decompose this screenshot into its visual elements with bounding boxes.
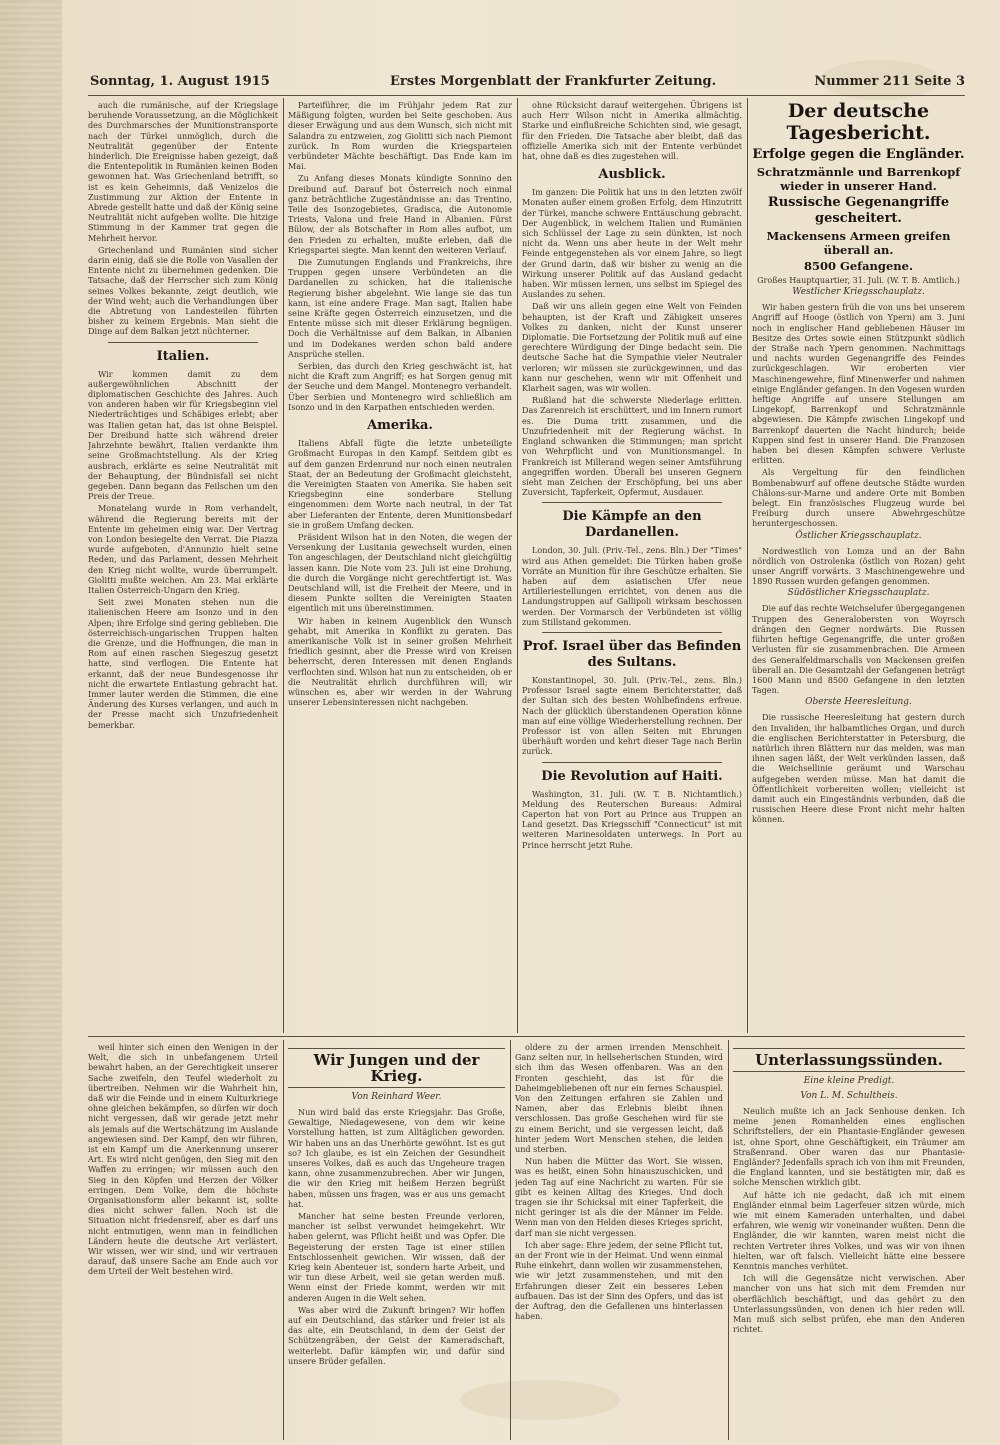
column-4 [752, 100, 965, 1032]
paragraph: Als Vergeltung für den feindlichen Bombenabwurf auf offene deutsche Städte wurden Châlons-sur-Marne und andere Orte mit Bomben belegt. Ein französisches Flugzeug wurde bei Freiburg durch unsere Abwehrgeschütze heruntergeschossen. [752, 467, 965, 529]
paragraph: Die auf das rechte Weichselufer übergegangenen Truppen des Generalobersten von Woyrsch drängen den Gegner nordwärts. Die Russen führten heftige Gegenangriffe, die unter großen Verlusten für sie zusammenbrachen. Die Armeen des Generalfeldmarschalls von Mackensen greifen überall an. Die Gesamtzahl der Gefangenen beträgt 1600 Mann und 8500 Gefangene in den letzten Tagen. [752, 603, 965, 696]
paragraph: Ich will die Gegensätze nicht verwischen. Aber mancher von uns hat sich mit dem Fremden nur oberflächlich beschäftigt, und das gehört zu den Unterlassungssünden, von denen ich hier reden will. Man muß sich selbst prüfen, ehe man den Anderen richtet. [733, 1273, 965, 1335]
report-subtitle: Erfolge gegen die Engländer. [752, 147, 965, 162]
paragraph: Die Zumutungen Englands und Frankreichs, ihre Truppen gegen unsere Verbündeten an die Dardanellen zu schicken, hat die italienische Regierung bisher abgelehnt. Wie lange sie das tun kann, ist eine andere Frage. Man sagt, Italien habe seine Kräfte gegen Österreich einzusetzen, und die Entente müsse sich mit dieser Erklärung begnügen. Doch die Verhältnisse auf dem Balkan, in Albanien und im Dodekanes werden schon bald andere Ansprüche stellen. [288, 257, 512, 359]
paragraph: Nordwestlich von Lomza und an der Bahn nördlich von Ostrolenka (östlich von Rozan) geht unser Angriff vorwärts. 3 Maschinengewehre und 1890 Russen wurden gefangen genommen. [752, 545, 965, 587]
paragraph: Mancher hat seine besten Freunde verloren, mancher ist selbst verwundet heimgekehrt. Wir haben gelernt, was Pflicht heißt und was Opfer. Die Begeisterung der ersten Tage ist einer stillen Entschlossenheit gewichen. Wir wissen, daß der Krieg kein Abenteuer ist, sondern harte Arbeit, und wir tun diese Arbeit, weil sie getan werden muß. Wenn einst der Friede kommt, werden wir mit anderen Augen in die Welt sehen. [288, 1211, 505, 1303]
column-rule [283, 98, 284, 1033]
article-heading-haiti: Die Revolution auf Haiti. [541, 768, 723, 784]
masthead-date: Sonntag, 1. August 1915 [90, 74, 270, 89]
paragraph: Seit zwei Monaten stehen nun die italienischen Heere am Isonzo und in den Alpen; ihre Erfolge sind gering geblieben. Die österreichisch-ungarischen Truppen halten die Grenze, und die Hoffnungen, die man in Rom auf einen raschen Siegeszug gesetzt hatte, sind verflogen. Die Entente hat erkannt, daß der neue Bundesgenosse ihr nicht die erwartete Entlastung gebracht hat. Immer lauter werden die Stimmen, die eine Änderung des Kurses verlangen, und auch in der Presse macht sich Unzufriedenheit bemerkbar. [88, 597, 278, 730]
paragraph: Daß wir uns allein gegen eine Welt von Feinden behaupten, ist der Kraft und Zähigkeit unseres Volkes zu danken, nicht der Kunst unserer Diplomatie. Die Fortsetzung der Politik muß auf eine gerechtere Würdigung der Dinge bedacht sein. Die deutsche Sache hat die Sympathie vieler Neutraler verloren; wir müssen sie zurückgewinnen, und das kann nur geschehen, wenn wir mit Offenheit und Klarheit sagen, was wir wollen. [522, 301, 742, 394]
paragraph: Wir haben in keinem Augenblick den Wunsch gehabt, mit Amerika in Konflikt zu geraten. Das amerikanische Volk ist in seiner großen Mehrheit friedlich gesinnt, aber die Presse wird von Kreisen beherrscht, deren Interessen mit denen Englands verflochten sind. Wilson hat nun zu entscheiden, ob er die Neutralität ehrlich durchführen will; wir wünschen es, aber wir werden in der Wahrung unserer Lebensinteressen nicht nachgeben. [288, 615, 512, 708]
paragraph: Serbien, das durch den Krieg geschwächt ist, hat nicht die Kraft zum Angriff; es hat Sorgen genug mit der Seuche und dem Mangel. Montenegro verhandelt. Über Serbien und Montenegro wird schließlich am Isonzo und in den Karpathen entschieden werden. [288, 361, 512, 412]
theater-heading-southeast: Südöstlicher Kriegsschauplatz. [787, 588, 930, 599]
article-heading-unterlassungssuenden: Unterlassungssünden. [733, 1048, 965, 1072]
column-1 [88, 100, 278, 1032]
column-rule [510, 1040, 511, 1440]
separator [542, 762, 722, 763]
paragraph: Washington, 31. Juli. (W. T. B. Nichtamtlich.) Meldung des Reuterschen Bureaus: Admiral Caperton hat von Port au Prince aus Truppen an Land gesetzt. Das Kriegsschiff "Connecticut" ist mit weiteren Marinesoldaten unterwegs. In Port au Prince herrscht jetzt Ruhe. [522, 788, 742, 850]
section-heading-italien: Italien. [156, 348, 210, 364]
paragraph: Monatelang wurde in Rom verhandelt, während die Regierung bereits mit der Entente im geheimen einig war. Der Vertrag von London besiegelte den Verrat. Die Piazza wurde aufgeboten, d'Annunzio hielt seine Reden, und das Parlament, dessen Mehrheit den Krieg nicht wollte, wurde überrumpelt. Giolitti mußte weichen. Am 23. Mai erklärte Italien Österreich-Ungarn den Krieg. [88, 503, 278, 595]
paragraph: Neulich mußte ich an Jack Senhouse denken. Ich meine jenen Romanhelden eines englischen Schriftstellers, der ein Phantasie-Engländer gewesen ist, ohne Sport, ohne Geschäftigkeit, ein Träumer am Straßenrand. Ober waren das nur Phantasie-Engländer? Jedenfalls sprach ich von ihm mit Freunden, die England kannten, und sie bestätigten mir, daß es solche Menschen wirklich gibt. [733, 1106, 965, 1188]
paragraph: Wir haben gestern früh die von uns bei unserem Angriff auf Hooge (östlich von Ypern) am 3. Juni noch in englischer Hand gebliebenen Häuser im Besitze des Ortes sowie einen Stützpunkt südlich der Straße nach Ypern genommen. Nachmittags und nachts wurden Gegenangriffe des Feindes zurückgeschlagen. Wir eroberten vier Maschinengewehre, fünf Minenwerfer und nahmen einige Engländer gefangen. In den Vogesen wurden heftige Angriffe auf unsere Stellungen am Lingekopf, Barrenkopf und Schratzmännle abgewiesen. Die Kämpfe zwischen Lingekopf und Barrenkopf dauerten die Nacht hindurch; beide Kuppen sind fest in unserer Hand. Die Franzosen haben bei diesen Kämpfen schwere Verluste erlitten. [752, 302, 965, 466]
paragraph: Wir kommen damit zu dem außergewöhnlichen Abschnitt der diplomatischen Geschichte des Jahres. Auch von anderen haben wir für Kriegsbeginn viel Niederträchtiges und Schäbiges erlebt; aber was Italien getan hat, das ist ohne Beispiel. Der Dreibund hatte sich während dreier Jahrzehnte bewährt, Italien verdankte ihm seine Großmachtstellung. Als der Krieg ausbrach, erklärte es seine Neutralität mit der Behauptung, der Bündnisfall sei nicht gegeben. Dann begann das Feilschen um den Preis der Treue. [88, 368, 278, 502]
masthead-page-number: Nummer 211 Seite 3 [814, 74, 965, 89]
theater-heading-west: Westlicher Kriegsschauplatz. [792, 287, 925, 298]
column-rule [517, 98, 518, 1033]
bottom-column-3 [515, 1042, 723, 1440]
report-subtitle: Mackensens Armeen greifen überall an. [766, 229, 951, 257]
separator [108, 342, 258, 343]
paragraph: Zu Anfang dieses Monats kündigte Sonnino den Dreibund auf. Darauf bot Österreich noch einmal ganz beträchtliche Zugeständnisse an: das Trentino, Teile des Isonzogebietes, Gradisca, die Autonomie Triests, Valona und freie Hand in Albanien. Fürst Bülow, der als Botschafter in Rom alles aufbot, um den Frieden zu erhalten, mußte erleben, daß die Kriegspartei siegte. Man kennt den weiteren Verlauf. [288, 173, 512, 255]
article-author: Von Reinhard Weer. [351, 1092, 442, 1102]
paragraph: weil hinter sich einen den Wenigen in der Welt, die sich in unbefangenem Urteil bewahrt haben, an der Gerechtigkeit unserer Sache zweifeln, den Teufel wiederholt zu übertreiben. Nehmen wir die Wahrheit hin, daß wir die Feinde und in einem Kulturkriege ohne gleichen bekämpfen, so dürfen wir doch nicht vergessen, daß wir gerade jetzt mehr als jemals auf die Wertschätzung im Auslande angewiesen sind. Der Kampf, den wir führen, ist ein Kampf um die Anerkennung unserer Art. Es wird nicht genügen, den Sieg mit den Waffen zu erringen; wir müssen auch den Sieg in den Köpfen und Herzen der Völker erringen. Dem Volke, dem die höchste Organisationsform aller bekannt ist, sollte dies nicht schwer fallen. Noch ist die Situation nicht friedensreif, aber es darf uns nicht entmutigen, wenn man in feindlichen Ländern heute die deutsche Art verlästert. Wir wissen, wer wir sind, und wir vertrauen darauf, daß unsere Sache am Ende auch vor dem Urteil der Welt bestehen wird. [88, 1042, 278, 1277]
paragraph: Italiens Abfall fügte die letzte unbeteiligte Großmacht Europas in den Kampf. Seitdem gibt es auf dem ganzen Erdenrund nur noch einen neutralen Staat, der an Bedeutung der Großmacht gleichsteht, die Vereinigten Staaten von Amerika. Sie haben seit Kriegsbeginn eine sonderbare Stellung eingenommen: dem Worte nach neutral, in der Tat aber Lieferanten der Entente, deren Munitionsbedarf sie in großem Umfang decken. [288, 438, 512, 530]
paragraph: auch die rumänische, auf der Kriegslage beruhende Voraussetzung, an die Möglichkeit des Durchmarsches der Munitionstransporte nach der Türkei unmöglich, durch die Neutralität gegenüber der Entente hinderlich. Die Ereignisse haben gezeigt, daß die Ententepolitik in Rumänien keinen Boden gewonnen hat. Was Griechenland betrifft, so ist es kein Geheimnis, daß Venizelos die Zustimmung zur Aktion der Entente in Abrede gestellt hatte und daß der König seine Neutralität nicht aufgeben wollte. Die hitzige Stimmung in der Kammer trat gegen die Mehrheit hervor. [88, 100, 278, 243]
paragraph: Auf hätte ich nie gedacht, daß ich mit einem Engländer einmal beim Lagerfeuer sitzen würde, mich wie mit einem Kameraden unterhalten, und dabei erfahren, wie wenig wir voneinander wußten. Denn die Engländer, die wir kannten, waren meist nicht die rechten Vertreter ihres Volkes, und was wir von ihnen hielten, war oft falsch. Vielleicht hätte eine bessere Kenntnis manches verhütet. [733, 1189, 965, 1272]
paragraph: Nun haben die Mütter das Wort. Sie wissen, was es heißt, einen Sohn hinauszuschicken, und jeden Tag auf eine Nachricht zu warten. Für sie gibt es keinen Alltag des Krieges. Und doch tragen sie ihr Schicksal mit einer Tapferkeit, die nicht geringer ist als die der Männer im Felde. Wenn man von den Helden dieses Krieges spricht, darf man sie nicht vergessen. [515, 1156, 723, 1238]
theater-heading-east: Östlicher Kriegsschauplatz. [795, 530, 922, 541]
column-rule [283, 1040, 284, 1440]
paragraph: Präsident Wilson hat in den Noten, die wegen der Versenkung der Lusitania gewechselt wurden, einen Ton angeschlagen, der Deutschland nicht gleichgültig lassen kann. Die Note vom 23. Juli ist eine Drohung, die durch die Vorgänge nicht gerechtfertigt ist. Was Deutschland will, ist die Freiheit der Meere, und in diesem Punkte sollten die Vereinigten Staaten eigentlich mit uns übereinstimmen. [288, 531, 512, 614]
article-subtitle: Eine kleine Predigt. [803, 1076, 895, 1086]
paragraph: Im ganzen: Die Politik hat uns in den letzten zwölf Monaten außer einem großen Erfolg, dem Hinzutritt der Türkei, manche schwere Enttäuschung gebracht. Der Augenblick, in welchem Italien und Rumänien sich Schlüssel der Lage zu sein dünkten, ist noch nicht da. Wenn uns aber heute in der Welt mehr Feinde entgegenstehen als vor einem Jahre, so liegt der Grund darin, daß wir bisher zu wenig an die Wirkung unserer Politik auf das Ausland gedacht haben. Wir müssen lernen, uns selbst im Spiegel des Auslandes zu sehen. [522, 187, 742, 300]
paragraph: Nun wird bald das erste Kriegsjahr. Das Große, Gewaltige, Niedagewesene, von dem wir keine Vorstellung hatten, ist zum Alltäglichen geworden. Wir haben uns an das Unerhörte gewöhnt. Ist es gut so? Ich glaube, es ist ein Zeichen der Gesundheit unseres Volkes, daß es auch das Ungeheure tragen kann, ohne zusammenzubrechen. Aber wir Jungen, die wir den Krieg mit heißem Herzen begrüßt haben, müssen uns fragen, was er aus uns gemacht hat. [288, 1107, 505, 1209]
paragraph: Rußland hat die schwerste Niederlage erlitten. Das Zarenreich ist erschüttert, und im Innern rumort es. Die Duma tritt zusammen, und die Unzufriedenheit mit der Regierung wächst. In England schwanken die Stimmungen; man spricht von Wehrpflicht und von Munitionsmangel. In Frankreich ist Millerand wegen seiner Amtsführung angegriffen worden. Überall bei unseren Gegnern sieht man Zeichen der Erschöpfung, bei uns aber Zuversicht, Tapferkeit, Opfermut, Ausdauer. [522, 395, 742, 498]
binding-edge [0, 0, 62, 1445]
bottom-column-1 [88, 1042, 278, 1440]
article-heading-sultan: Prof. Israel über das Befinden des Sultans. [522, 638, 742, 670]
masthead [90, 74, 965, 94]
paragraph: oldere zu der armen irrenden Menschheit. Ganz selten nur, in hellseherischen Stunden, wird sich ihm das Wesen offenbaren. Was an den Fronten geschieht, das ist für die Daheimgebliebenen oft nur ein fernes Schauspiel. Von den Zeitungen erfahren sie Zahlen und Namen, aber das Erlebnis bleibt ihnen verschlossen. Das große Geschehen wird für sie zu einem Bericht, und sie vergessen leicht, daß hinter jedem Wort Menschen stehen, die leiden und sterben. [515, 1042, 723, 1155]
paragraph: Griechenland und Rumänien sind sicher darin einig, daß sie die Rolle von Vasallen der Entente nicht zu übernehmen gedenken. Die Tatsache, daß der Herrscher sich zum König seines Volkes bekannte, zeigt deutlich, wie der Wind weht; auch die Verhandlungen über die Abtretung von Landesteilen führten bisher zu keinem Ergebnis. Man sieht die Dinge auf dem Balkan jetzt nüchterner. [88, 244, 278, 337]
masthead-rule [88, 95, 965, 96]
report-subtitle: 8500 Gefangene. [804, 259, 913, 273]
bottom-column-2 [288, 1042, 505, 1440]
paragraph: Was aber wird die Zukunft bringen? Wir hoffen auf ein Deutschland, das stärker und freier ist als das alte, ein Deutschland, in dem der Geist der Schützengräben, der Geist der Kameradschaft, weiterlebt. Dafür kämpfen wir, und dafür sind unsere Brüder gefallen. [288, 1304, 505, 1366]
section-heading-ausblick: Ausblick. [598, 167, 666, 183]
bottom-column-4 [733, 1042, 965, 1440]
dateline: Großes Hauptquartier, 31. Juli. (W. T. B. Amtlich.) [757, 275, 960, 285]
separator [542, 632, 722, 633]
masthead-paper-name: Erstes Morgenblatt der Frankfurter Zeitung. [390, 74, 717, 89]
paragraph: Parteiführer, die im Frühjahr jedem Rat zur Mäßigung folgten, wurden bei Seite geschoben. Aus dieser Erwägung und aus dem Wunsch, sich nicht mit Salandra zu entzweien, zog Giolitti sich nach Piemont zurück. In Rom wurden die Kriegsparteien verbündeter Mächte beschäftigt. Das Ende kam im Mai. [288, 100, 512, 172]
horizontal-rule [88, 1036, 965, 1037]
column-rule [728, 1040, 729, 1440]
section-heading-amerika: Amerika. [367, 418, 433, 434]
paragraph: Konstantinopel, 30. Juli. (Priv.-Tel., zens. Bln.) Professor Israel sagte einem Berichterstatter, daß der Sultan sich des besten Wohlbefindens erfreue. Nach der glücklich überstandenen Operation könne man auf eine völlige Wiederherstellung rechnen. Der Professor ist von allen Seiten mit Ehrungen überhäuft worden und kehrt dieser Tage nach Berlin zurück. [522, 674, 742, 757]
column-3 [522, 100, 742, 1032]
paragraph: London, 30. Juli. (Priv.-Tel., zens. Bln.) Der "Times" wird aus Athen gemeldet: Die Türken haben große Vorräte an Munition für ihre Geschütze erhalten. Sie haben auf dem asiatischen Ufer neue Artilleriestellungen errichtet, von denen aus die Landungstruppen auf Gallipoli wirksam beschossen werden. Der Vormarsch der Verbündeten ist völlig zum Stillstand gekommen. [522, 545, 742, 627]
article-heading-dardanellen: Die Kämpfe an den Dardanellen. [562, 509, 702, 541]
report-subtitle: Schratzmännle und Barrenkopf wieder in unserer Hand. [756, 165, 961, 193]
report-subtitle: Russische Gegenangriffe gescheitert. [767, 195, 950, 226]
report-title: Der deutsche Tagesbericht. [786, 100, 931, 144]
article-heading-jungen: Wir Jungen und der Krieg. [288, 1048, 505, 1088]
paragraph: ohne Rücksicht darauf weitergehen. Übrigens ist auch Herr Wilson nicht in Amerika allmächtig. Starke und einflußreiche Schichten sind, wie gesagt, für den Frieden. Die Tatsache aber bleibt, daß das offizielle Amerika sich mit der Entente verbündet hat, ohne daß es dies zugestehen will. [522, 100, 742, 162]
paragraph: Die russische Heeresleitung hat gestern durch den Invaliden, ihr halbamtliches Organ, und durch die englischen Berichterstatter in Petersburg, die natürlich ihren Blättern nur das melden, was man ihnen sagen läßt, der Welt verkünden lassen, daß die Weichsellinie geräumt und Warschau aufgegeben werden müsse. Man hat damit die Öffentlichkeit vorbereiten wollen; vielleicht ist damit auch ein Eingeständnis verbunden, daß die russischen Heere diese Front nicht mehr halten können. [752, 712, 965, 825]
article-author: Von L. M. Schultheis. [800, 1091, 898, 1101]
column-rule [747, 98, 748, 1033]
column-2 [288, 100, 512, 1032]
separator [542, 502, 722, 503]
paragraph: Ich aber sage: Ehre jedem, der seine Pflicht tut, an der Front wie in der Heimat. Und wenn einmal Ruhe einkehrt, dann wollen wir zusammenstehen, wie wir jetzt zusammenstehen, und mit den Erfahrungen dieser Zeit ein besseres Leben aufbauen. Das ist der Sinn des Opfers, und das ist der Auftrag, den die Gefallenen uns hinterlassen haben. [515, 1239, 723, 1322]
report-signature: Oberste Heeresleitung. [805, 697, 912, 708]
